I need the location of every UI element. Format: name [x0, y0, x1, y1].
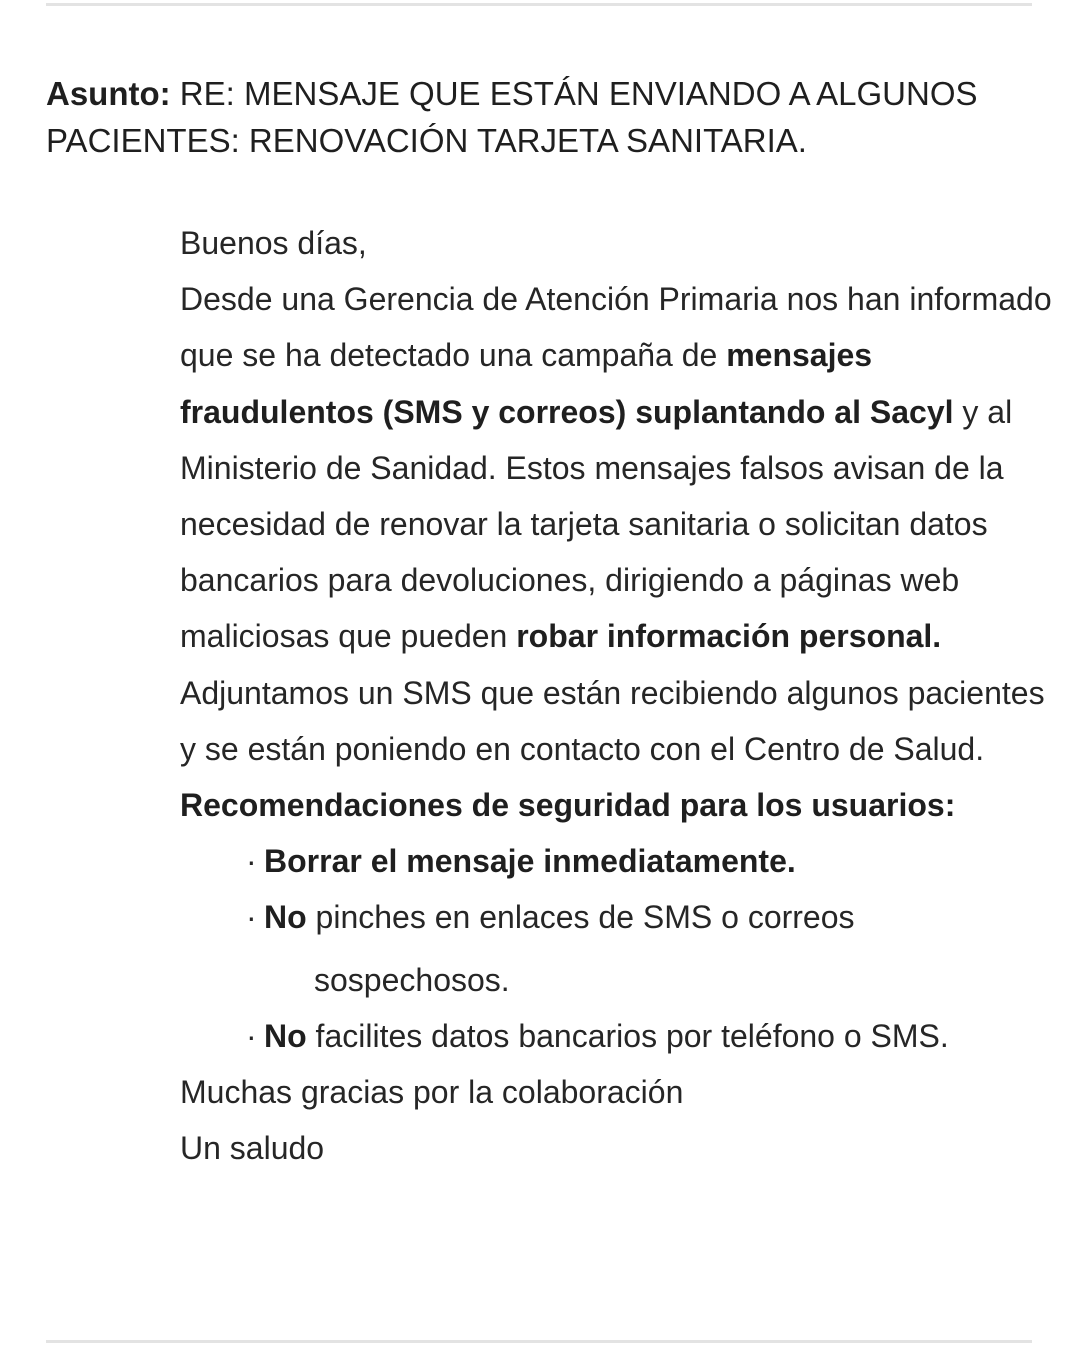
top-divider: [46, 3, 1032, 6]
paragraph-warning-risk: robar información personal.: [516, 618, 942, 655]
bullet-item-3: [180, 1008, 1060, 1064]
bullet-item-2-continuation: sospechosos.: [314, 961, 510, 998]
bullet-item-1-bold: Borrar el mensaje inmediatamente.: [264, 843, 796, 880]
recommendations-title: [180, 777, 1060, 833]
bullet-item-2: [180, 889, 1060, 1007]
paragraph-attachment: Adjuntamos un SMS que están recibiendo algunos pacientes y se están poniendo en contacto con el Centro de Salud.: [180, 674, 1045, 767]
bullet-dot: ·: [246, 1017, 257, 1054]
recommendations-title-text: Recomendaciones de seguridad para los usuarios:: [180, 787, 956, 824]
email-subject: [46, 70, 1046, 164]
subject-label: Asunto:: [46, 75, 171, 112]
signoff-line: Un saludo: [180, 1130, 325, 1167]
paragraph-warning: [180, 271, 1060, 664]
bullet-item-3-text: facilites datos bancarios por teléfono o SMS.: [306, 1017, 949, 1054]
bullet-item-1: [180, 833, 1060, 889]
paragraph-warning-intro: Desde una Gerencia de Atención Primaria nos han informado que se ha detectado una campaña de: [180, 281, 1052, 374]
bullet-item-2-bold: No: [264, 899, 307, 936]
bottom-divider: [46, 1340, 1032, 1343]
paragraph-warning-emphasis: mensajes fraudulentos (SMS y correos) suplantando al Sacyl: [180, 337, 954, 430]
bullet-item-2-text: pinches en enlaces de SMS o correos: [306, 899, 855, 936]
subject-text: RE: MENSAJE QUE ESTÁN ENVIANDO A ALGUNOS PACIENTES: RENOVACIÓN TARJETA SANITARIA.: [46, 75, 978, 159]
email-body: [180, 215, 1060, 1176]
greeting: Buenos días,: [180, 225, 367, 261]
bullet-item-3-bold: No: [264, 1017, 307, 1054]
bullet-dot: ·: [246, 843, 257, 880]
thanks-line: Muchas gracias por la colaboración: [180, 1074, 684, 1111]
bullet-dot: ·: [246, 899, 257, 936]
paragraph-warning-middle: y al Ministerio de Sanidad. Estos mensajes falsos avisan de la necesidad de renovar la tarjeta sanitaria o solicitan datos bancarios para devoluciones, dirigiendo a páginas web maliciosas que pueden: [180, 393, 1013, 655]
